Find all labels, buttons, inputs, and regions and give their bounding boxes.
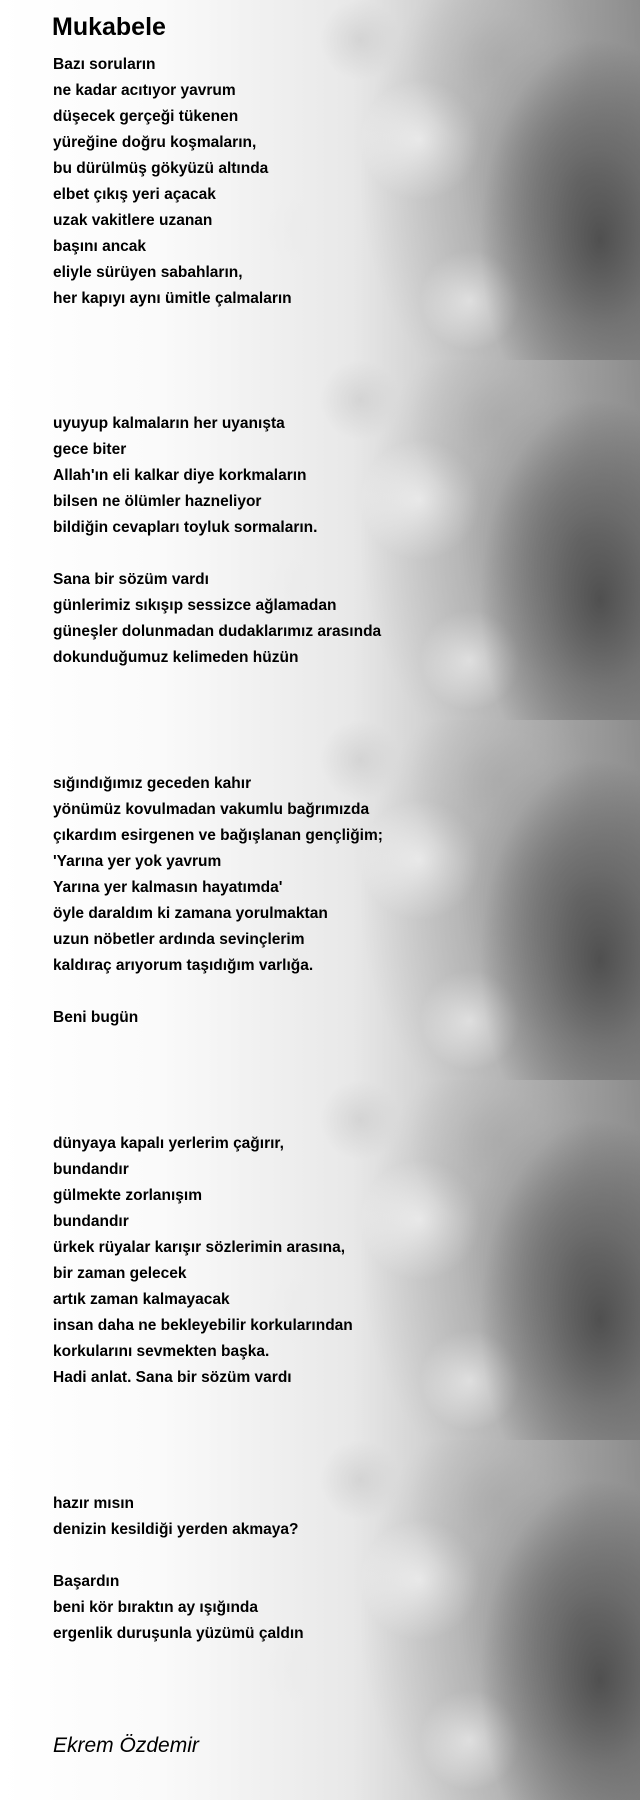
poem-line: bu dürülmüş gökyüzü altında <box>53 160 269 177</box>
poem-stanza-5 <box>53 1491 304 1647</box>
poem-line: uyuyup kalmaların her uyanışta <box>53 415 285 432</box>
poem-line: düşecek gerçeği tükenen <box>53 108 239 125</box>
poem-line: öyle daraldım ki zamana yorulmaktan <box>53 905 328 922</box>
poem-line: bundandır <box>53 1161 129 1178</box>
poem-panel-4 <box>0 1080 640 1440</box>
poem-line: Beni bugün <box>53 1009 139 1026</box>
poem-stanza-4 <box>53 1131 353 1391</box>
poem-line-blank <box>53 979 383 1005</box>
poem-line: günlerimiz sıkışıp sessizce ağlamadan <box>53 597 337 614</box>
poem-line: ergenlik duruşunla yüzümü çaldın <box>53 1625 304 1642</box>
poem-line: insan daha ne bekleyebilir korkularından <box>53 1317 353 1334</box>
poem-line: hazır mısın <box>53 1495 134 1512</box>
poem-line: ne kadar acıtıyor yavrum <box>53 82 236 99</box>
poem-line: başını ancak <box>53 238 147 255</box>
poem-line: korkularını sevmekten başka. <box>53 1343 270 1360</box>
poem-line: sığındığımız geceden kahır <box>53 775 252 792</box>
poem-line: uzun nöbetler ardında sevinçlerim <box>53 931 305 948</box>
poem-line: dokunduğumuz kelimeden hüzün <box>53 649 299 666</box>
poem-line: elbet çıkış yeri açacak <box>53 186 216 203</box>
poem-panel-3 <box>0 720 640 1080</box>
poem-line: her kapıyı aynı ümitle çalmaların <box>53 290 292 307</box>
poem-line: kaldıraç arıyorum taşıdığım varlığa. <box>53 957 314 974</box>
poem-stanza-2 <box>53 411 381 671</box>
poem-stanza-3 <box>53 771 383 1031</box>
poem-line: bildiğin cevapları toyluk sormaların. <box>53 519 318 536</box>
poem-line: gülmekte zorlanışım <box>53 1187 203 1204</box>
poem-line: Yarına yer kalmasın hayatımda' <box>53 879 283 896</box>
poem-line: bundandır <box>53 1213 129 1230</box>
poem-line: uzak vakitlere uzanan <box>53 212 213 229</box>
poem-line: gece biter <box>53 441 127 458</box>
poem-line: bir zaman gelecek <box>53 1265 187 1282</box>
poem-line: beni kör bıraktın ay ışığında <box>53 1599 258 1616</box>
poem-line: yüreğine doğru koşmaların, <box>53 134 257 151</box>
poem-panel-5 <box>0 1440 640 1800</box>
poem-line: yönümüz kovulmadan vakumlu bağrımızda <box>53 801 370 818</box>
poem-line: Allah'ın eli kalkar diye korkmaların <box>53 467 307 484</box>
poem-line: ürkek rüyalar karışır sözlerimin arasına, <box>53 1239 346 1256</box>
poem-line: güneşler dolunmadan dudaklarımız arasında <box>53 623 382 640</box>
poem-line: denizin kesildiği yerden akmaya? <box>53 1521 299 1538</box>
poem-panel-1 <box>0 0 640 360</box>
poem-line: Bazı soruların <box>53 56 156 73</box>
poem-line: Hadi anlat. Sana bir sözüm vardı <box>53 1369 292 1386</box>
poem-line: artık zaman kalmayacak <box>53 1291 230 1308</box>
poem-line: Sana bir sözüm vardı <box>53 571 209 588</box>
poem-stanza-1 <box>53 52 292 312</box>
poem-author: Ekrem Özdemir <box>53 1734 199 1757</box>
poem-line-blank <box>53 1543 304 1569</box>
poem-title: Mukabele <box>52 13 166 41</box>
poem-line: Başardın <box>53 1573 120 1590</box>
poem-line: dünyaya kapalı yerlerim çağırır, <box>53 1135 284 1152</box>
poem-line: eliyle sürüyen sabahların, <box>53 264 243 281</box>
poem-panel-2 <box>0 360 640 720</box>
poem-line: bilsen ne ölümler hazneliyor <box>53 493 262 510</box>
poem-line: çıkardım esirgenen ve bağışlanan gençliğim; <box>53 827 383 844</box>
poem-line: 'Yarına yer yok yavrum <box>53 853 222 870</box>
poem-line-blank <box>53 541 381 567</box>
